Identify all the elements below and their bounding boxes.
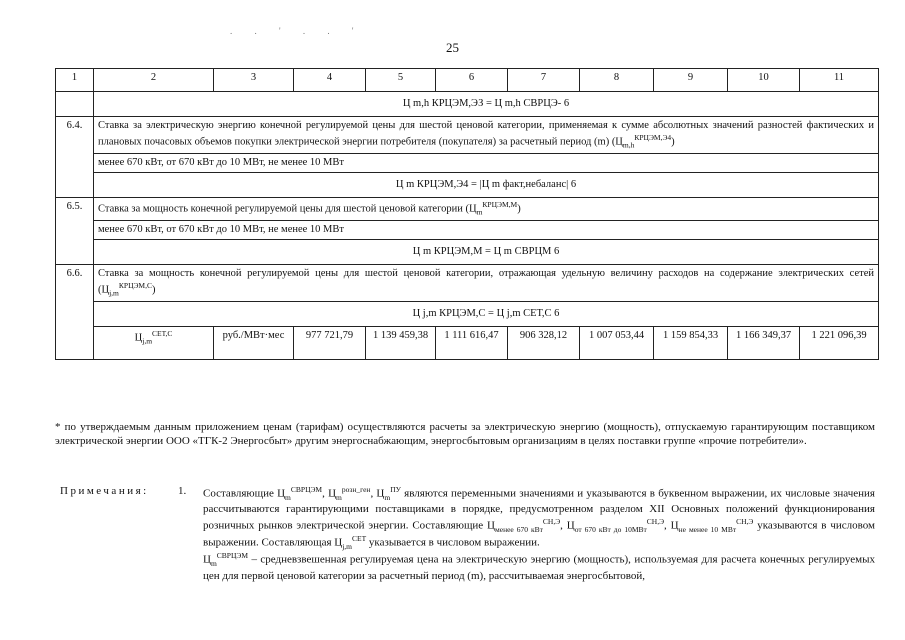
value-cell: 1 221 096,39 bbox=[800, 326, 879, 359]
table-row bbox=[56, 301, 879, 326]
row-number: 6.4. bbox=[56, 117, 94, 198]
value-cell: 977 721,79 bbox=[294, 326, 366, 359]
column-header: 5 bbox=[366, 69, 436, 92]
row-subcategory: менее 670 кВт, от 670 кВт до 10 МВт, не менее 10 МВт bbox=[94, 153, 879, 172]
column-header: 4 bbox=[294, 69, 366, 92]
notes-label: Примечания: bbox=[60, 485, 149, 497]
column-header: 1 bbox=[56, 69, 94, 92]
column-header: 2 bbox=[94, 69, 214, 92]
row-description: Ставка за мощность конечной регулируемой цены для шестой ценовой категории, отражающая удельную величину расходов на содержание электрических сетей $(Ц_{j,m}^{КРЦЭМ,С})$ bbox=[94, 264, 879, 301]
row-description: Ставка за мощность конечной регулируемой цены для шестой ценовой категории $(Ц_m^{КРЦЭМ,М})$ bbox=[94, 198, 879, 221]
value-row bbox=[56, 326, 879, 359]
value-cell: 1 166 349,37 bbox=[728, 326, 800, 359]
footnote: * по утверждаемым данным приложением ценам (тарифам) осуществляются расчеты за электрическую энергию (мощность), отпускаемую гарантирующим поставщиком электрической энергии ООО «ТГК-2 Энергосбыт» другим энергоснабжающим, энергосбытовым организациям в целях поставки группе «прочие потребители». bbox=[55, 421, 875, 448]
tariff-table bbox=[55, 68, 879, 360]
value-cell: 1 007 053,44 bbox=[580, 326, 654, 359]
unit-cell: руб./МВт·мес bbox=[214, 326, 294, 359]
column-header: 8 bbox=[580, 69, 654, 92]
table-row-6-5 bbox=[56, 198, 879, 221]
column-header: 7 bbox=[508, 69, 580, 92]
formula-cell: Ц j,m КРЦЭМ,С = Ц j,m СЕТ,С 6 bbox=[94, 301, 879, 326]
notes-item-number: 1. bbox=[178, 485, 187, 497]
table-row-6-4 bbox=[56, 117, 879, 154]
note-paragraph: $Ц_m^{СВРЦЭМ}$ – средневзвешенная регулируемая цена на электрическую энергию (мощность), используемая для расчета конечных регулируемых цен для первой ценовой категории за расчетный период (m), рассчитываемая энергосбытовой, bbox=[203, 551, 875, 582]
table-header-row bbox=[56, 69, 879, 92]
column-header: 3 bbox=[214, 69, 294, 92]
formula-cell: Ц m КРЦЭМ,М = Ц m СВРЦМ 6 bbox=[94, 239, 879, 264]
page-number: 25 bbox=[446, 40, 459, 55]
value-cell: 1 111 616,47 bbox=[436, 326, 508, 359]
table-row bbox=[56, 153, 879, 172]
row-number: 6.5. bbox=[56, 198, 94, 265]
row-subcategory: менее 670 кВт, от 670 кВт до 10 МВт, не менее 10 МВт bbox=[94, 220, 879, 239]
scan-specks: . . ' . . ' bbox=[230, 26, 364, 36]
column-header: 10 bbox=[728, 69, 800, 92]
formula-cell: Ц m КРЦЭМ,Э4 = |Ц m факт,небаланс| 6 bbox=[94, 173, 879, 198]
row-number bbox=[56, 92, 94, 117]
table-row bbox=[56, 239, 879, 264]
row-description: Ставка за электрическую энергию конечной регулируемой цены для шестой ценовой категории, применяемая к сумме абсолютных значений разностей фактических и плановых почасовых объемов покупки электрической энергии потребителя (покупателя) за расчетный период (m) $(Ц_{m,h}^{КРЦЭМ,Э4})$ bbox=[94, 117, 879, 154]
table-row bbox=[56, 220, 879, 239]
formula-cell: Ц m,h КРЦЭМ,ЭЗ = Ц m,h СВРЦЭ- 6 bbox=[94, 92, 879, 117]
column-header: 9 bbox=[654, 69, 728, 92]
note-paragraph: Составляющие $Ц_m^{СВРЦЭМ}$, $Ц_m^{розн\_ген}$, $Ц_m^{ПУ}$ являются переменными значениями и указываются в буквенном выражении, их числовые значения рассчитываются гарантирующими поставщиками в порядке, предусмотренном разделом XII Основных положений функционирования розничных рынков электрической энергии. Составляющие $Ц_{менее 670 кВт}^{СН,Э}$, $Ц_{от 670 кВт до 10МВт}^{СН,Э}$, $Ц_{не менее 10 МВт}^{СН,Э}$ указываются в числовом выражении. Составляющая $Ц_{j,m}^{СЕТ}$ указывается в числовом выражении. bbox=[203, 485, 875, 551]
value-cell: 1 159 854,33 bbox=[654, 326, 728, 359]
column-header: 6 bbox=[436, 69, 508, 92]
table-row-6-6 bbox=[56, 264, 879, 301]
table-row bbox=[56, 173, 879, 198]
value-cell: 906 328,12 bbox=[508, 326, 580, 359]
column-header: 11 bbox=[800, 69, 879, 92]
row-number: 6.6. bbox=[56, 264, 94, 359]
notes-body bbox=[203, 485, 875, 583]
value-cell: 1 139 459,38 bbox=[366, 326, 436, 359]
table-row bbox=[56, 92, 879, 117]
value-label: $Ц_{j,m}^{СЕТ,С}$ bbox=[94, 326, 214, 359]
